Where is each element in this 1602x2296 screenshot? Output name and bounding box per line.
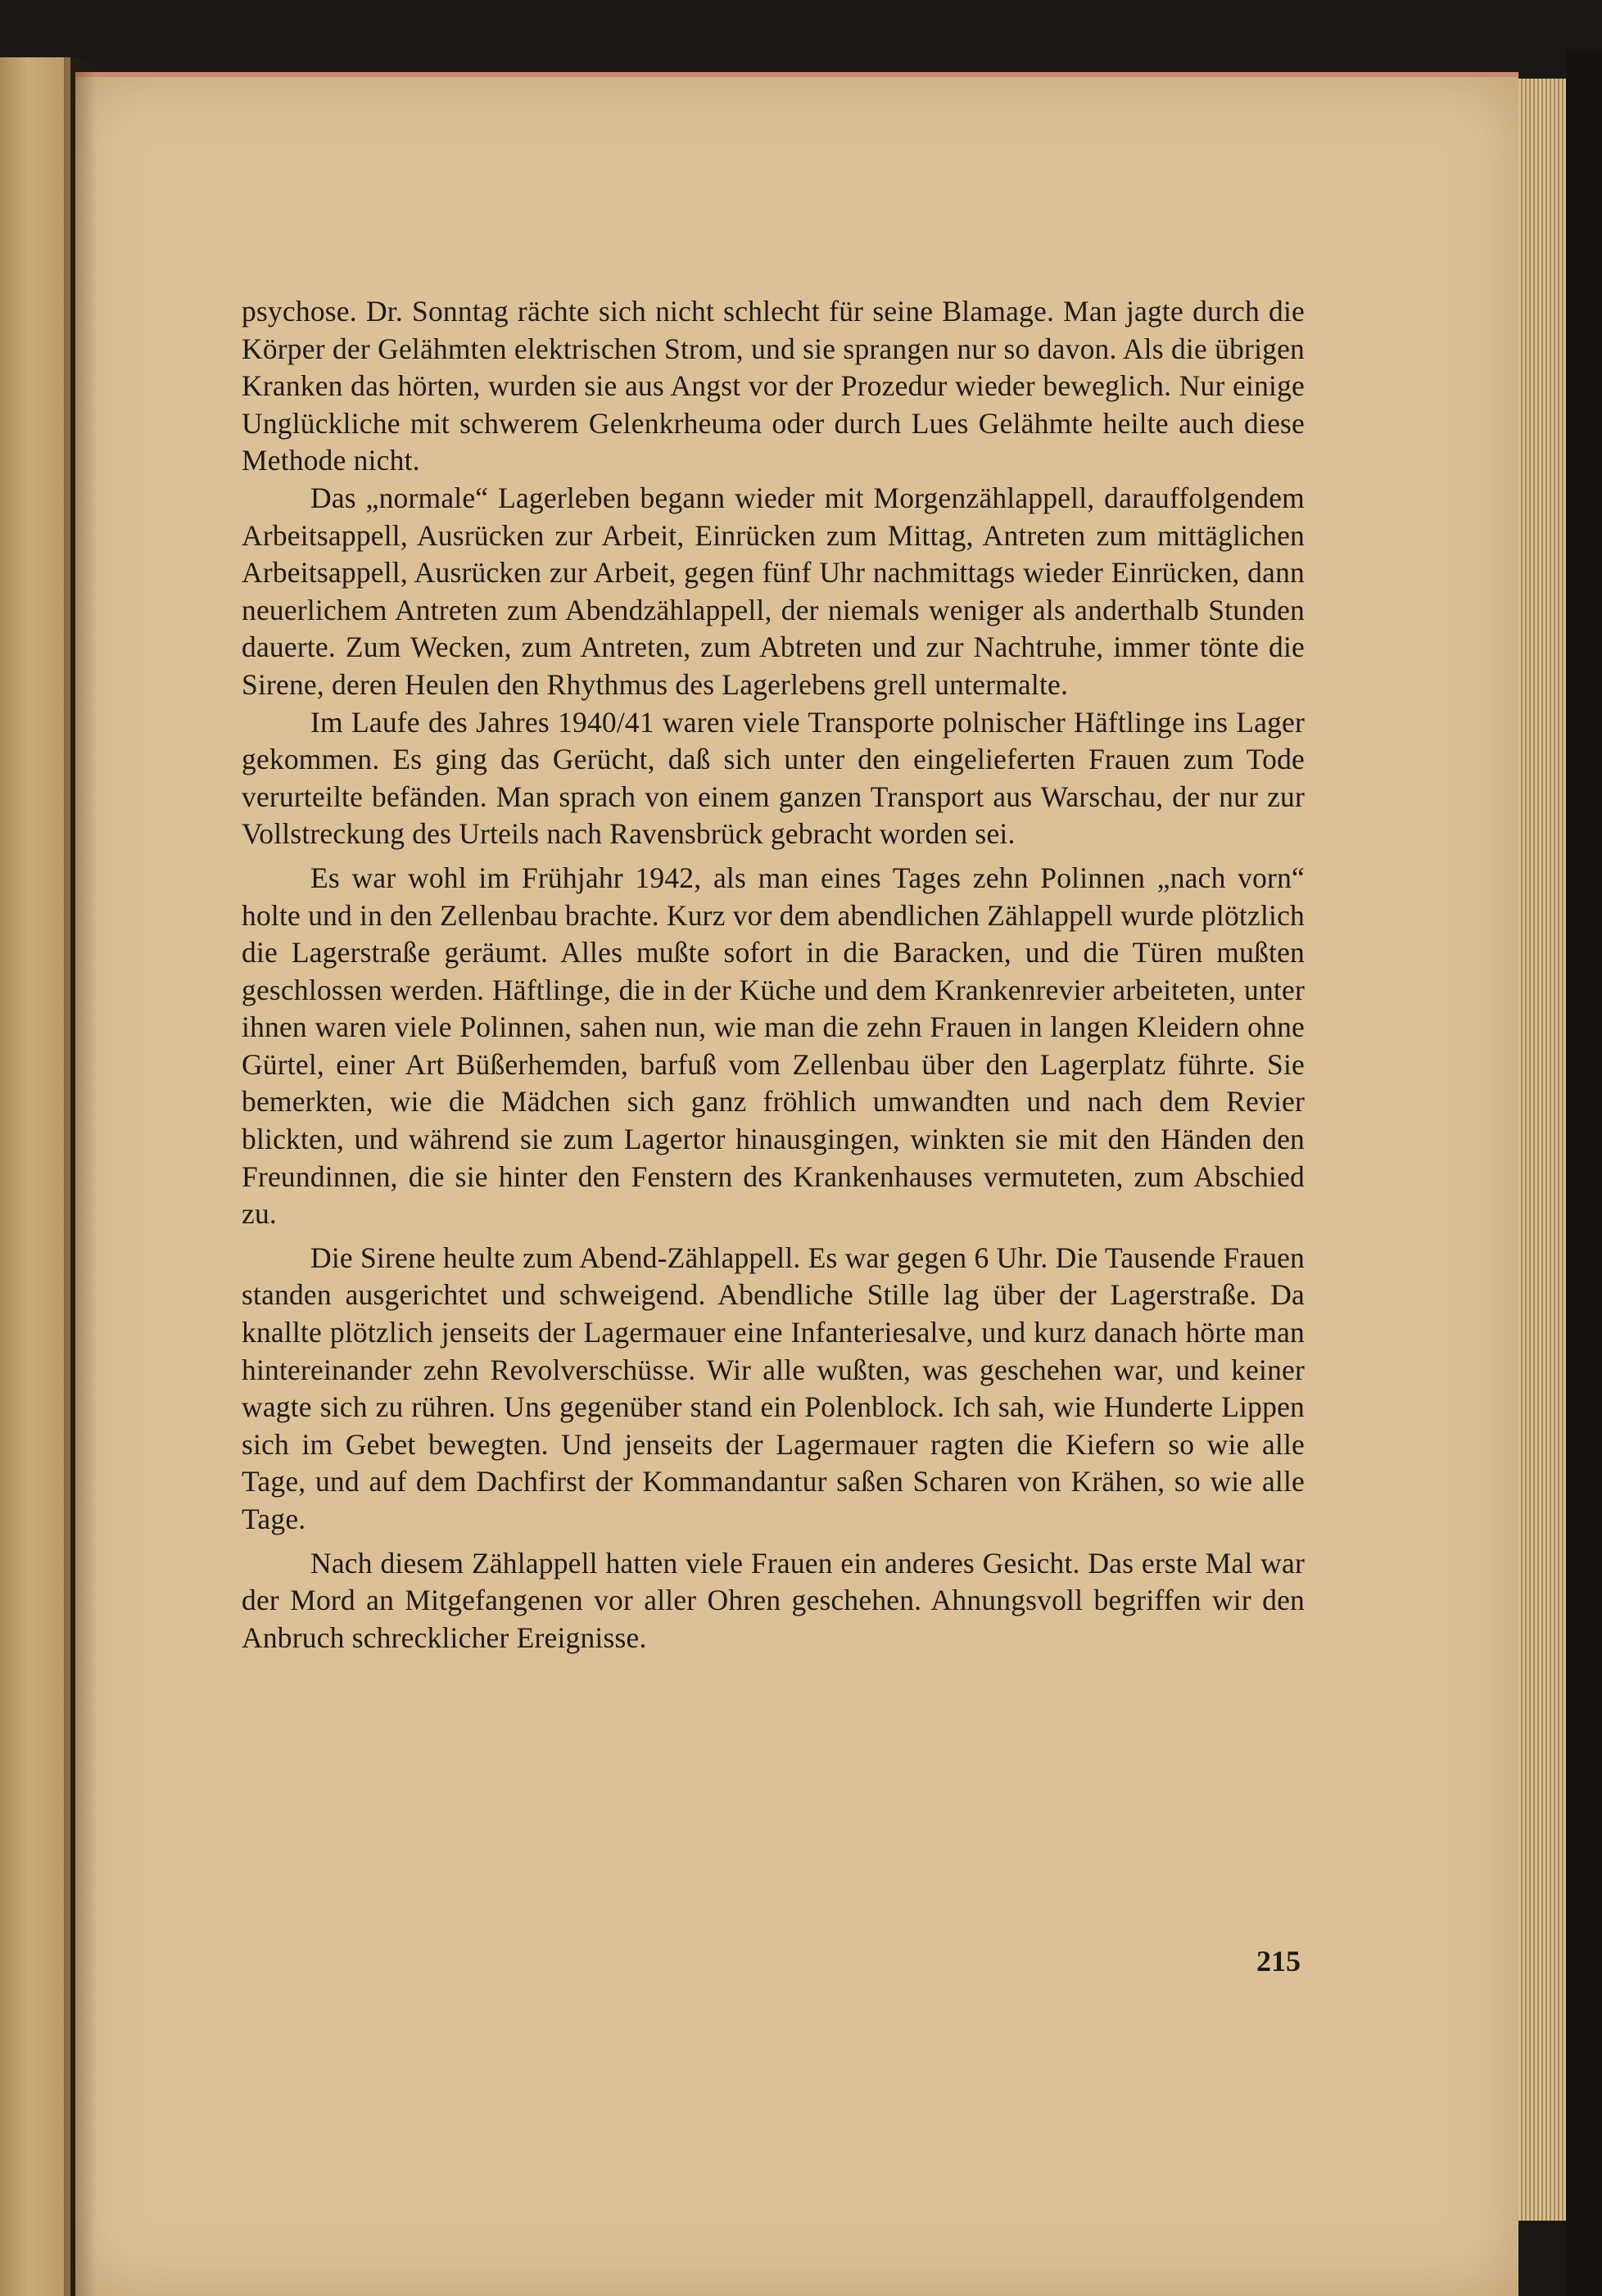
paragraph-2: Das „normale“ Lagerleben begann wieder mit Morgenzählappell, darauffolgendem Arbeitsappell, Ausrücken zur Arbeit, Einrücken zum Mittag, Antreten zum mittäglichen Arbeitsappell, Ausrücken zur Arbeit, gegen fünf Uhr nachmittags wieder Einrücken, dann neuerlichem Antreten zum Abendzählappell, der niemals weniger als anderthalb Stunden dauerte. Zum Wecken, zum Antreten, zum Abtreten und zur Nachtruhe, immer tönte die Sirene, deren Heulen den Rhythmus des Lagerlebens grell untermalte. [242,481,1305,701]
page-number: 215 [1256,1945,1301,1977]
paragraph-3: Im Laufe des Jahres 1940/41 waren viele Transporte polnischer Häftlinge ins Lager gekommen. Es ging das Gerücht, daß sich unter den eingelieferten Frauen zum Tode verurteilte befänden. Man sprach von einem ganzen Transport aus Warschau, der nur zur Vollstreckung des Urteils nach Ravensbrück gebracht worden sei. [242,705,1305,851]
page-top-edge [75,72,1518,77]
left-page-edge [0,57,70,2296]
paragraph-6: Nach diesem Zählappell hatten viele Frauen ein anderes Gesicht. Das erste Mal war der Mord an Mitgefangenen vor aller Ohren geschehen. Ahnungsvoll begriffen wir den Anbruch schrecklicher Ereignisse. [242,1546,1305,1654]
body-text [242,293,1305,1656]
scan-background-right [1566,49,1602,2296]
paragraph-4: Es war wohl im Frühjahr 1942, als man eines Tages zehn Polinnen „nach vorn“ holte und in den Zellenbau brachte. Kurz vor dem abendlichen Zählappell wurde plötzlich die Lagerstraße geräumt. Alles mußte sofort in die Baracken, und die Türen mußten geschlossen werden. Häftlinge, die in der Küche und dem Krankenrevier arbeiteten, unter ihnen waren viele Polinnen, sahen nun, wie man die zehn Frauen in langen Kleidern ohne Gürtel, einer Art Büßerhemden, barfuß vom Zellenbau über den Lagerplatz führte. Sie bemerkten, wie die Mädchen sich ganz fröhlich umwandten und nach dem Revier blickten, und während sie zum Lagertor hinausgingen, winkten sie mit den Händen den Freundinnen, die sie hinter den Fenstern des Krankenhauses vermuteten, zum Abschied zu. [242,861,1305,1231]
gutter-shadow [64,57,97,2296]
stacked-page-edges [1518,79,1566,2221]
paragraph-5: Die Sirene heulte zum Abend-Zählappell. Es war gegen 6 Uhr. Die Tausende Frauen standen ausgerichtet und schweigend. Abendliche Stille lag über der Lagerstraße. Da knallte plötzlich jenseits der Lagermauer eine Infanteriesalve, und kurz danach hörte man hintereinander zehn Revolverschüsse. Wir alle wußten, was geschehen war, und keiner wagte sich zu rühren. Uns gegenüber stand ein Polenblock. Ich sah, wie Hunderte Lippen sich im Gebet bewegten. Und jenseits der Lagermauer ragten die Kiefern so wie alle Tage, und auf dem Dachfirst der Kommandantur saßen Scharen von Krähen, so wie alle Tage. [242,1241,1305,1535]
paragraph-1: psychose. Dr. Sonntag rächte sich nicht schlecht für seine Blamage. Man jagte durch die Körper der Gelähmten elektrischen Strom, und sie sprangen nur so davon. Als die übrigen Kranken das hörten, wurden sie aus Angst vor der Prozedur wieder beweglich. Nur einige Unglückliche mit schwerem Gelenkrheuma oder durch Lues Gelähmte heilte auch diese Methode nicht. [242,295,1305,477]
